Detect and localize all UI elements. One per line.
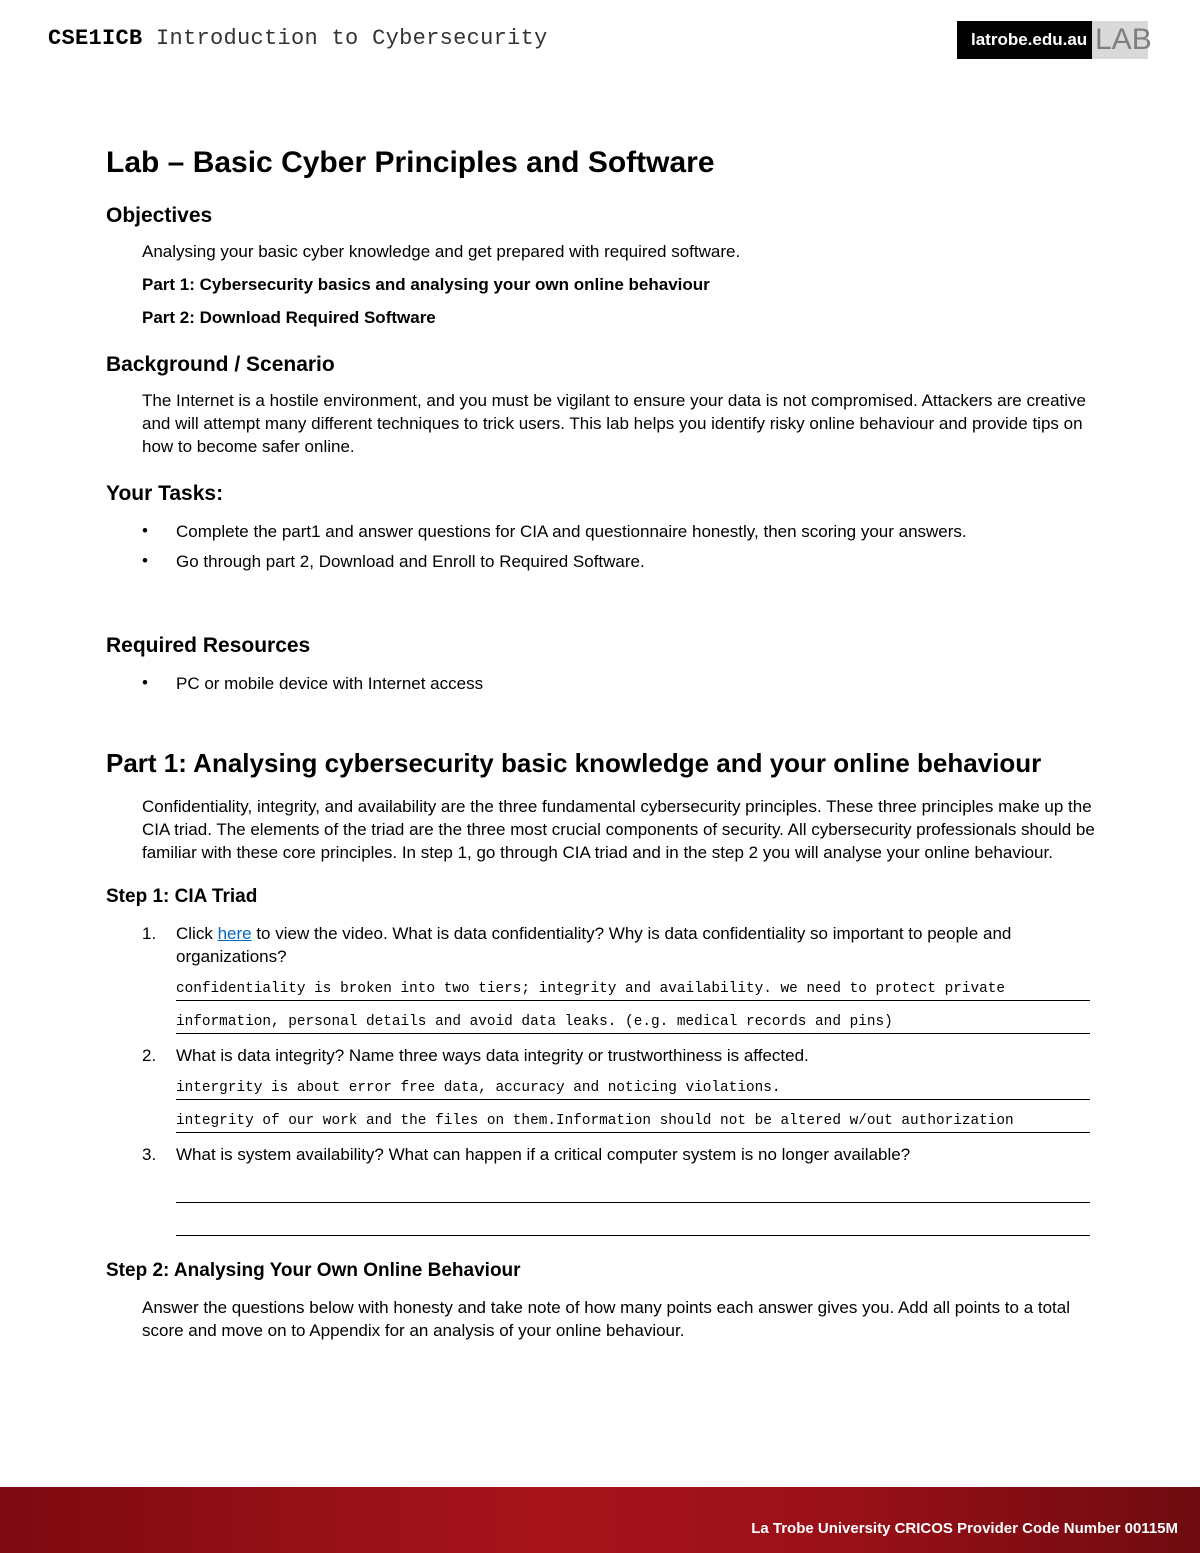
part1-intro: Confidentiality, integrity, and availability are the three fundamental cybersecurity principles. These three principles make up the CIA triad. The elements of the triad are the three most crucial components of security. All cybersecurity professionals should be familiar with these core principles. In step 1, go through CIA triad and in the step 2 you will analyse your online behaviour. — [142, 797, 1095, 862]
resources-heading: Required Resources — [106, 634, 311, 657]
list-item: • Complete the part1 and answer questions for CIA and questionnaire honestly, then scoring your answers. — [142, 522, 1096, 542]
objectives-section — [142, 240, 1096, 329]
background-text: The Internet is a hostile environment, and you must be vigilant to ensure your data is not compromised. Attackers are creative and will attempt many different techniques to trick users. This lab helps you identify risky online behaviour and provide tips on how to become safer online. — [142, 391, 1086, 456]
cia-questions — [142, 922, 1096, 1236]
brand-url: latrobe.edu.au — [957, 21, 1092, 59]
question-number: 1. — [142, 924, 157, 943]
objective-part1: Part 1: Cybersecurity basics and analysing your own online behaviour — [142, 275, 710, 294]
course-title: Introduction to Cybersecurity — [156, 26, 548, 51]
answer-field[interactable]: integrity of our work and the files on them.Information should not be altered w/out authorization — [176, 1110, 1090, 1133]
step2-text: Answer the questions below with honesty and take note of how many points each answer gives you. Add all points to a total score and move on to Appendix for an analysis of your online behaviour. — [142, 1298, 1071, 1340]
objective-part2: Part 2: Download Required Software — [142, 308, 436, 327]
question-text: to view the video. What is data confidentiality? Why is data confidentiality so important to people and organizations? — [176, 924, 1012, 966]
question-text: Click — [176, 924, 218, 943]
part1-heading: Part 1: Analysing cybersecurity basic knowledge and your online behaviour — [106, 748, 1042, 778]
question-text: What is system availability? What can happen if a critical computer system is no longer available? — [176, 1145, 911, 1164]
answer-field[interactable]: information, personal details and avoid data leaks. (e.g. medical records and pins) — [176, 1011, 1090, 1034]
course-code: CSE1ICB — [48, 26, 143, 51]
question-number: 3. — [142, 1145, 157, 1164]
page-title: Lab – Basic Cyber Principles and Software — [106, 146, 715, 179]
brand-logo — [957, 21, 1152, 59]
brand-lab: LAB — [1092, 21, 1148, 59]
page-header — [48, 23, 1152, 64]
tasks-list — [142, 522, 1096, 572]
answer-field[interactable]: intergrity is about error free data, accuracy and noticing violations. — [176, 1077, 1090, 1100]
answer-field[interactable] — [176, 1213, 1090, 1236]
question-number: 2. — [142, 1046, 157, 1065]
question-text: What is data integrity? Name three ways data integrity or trustworthiness is affected. — [176, 1046, 809, 1065]
document-body — [106, 146, 1096, 1342]
page-footer — [0, 1487, 1200, 1553]
question-1 — [142, 922, 1096, 1034]
question-3 — [142, 1143, 1096, 1236]
answer-field[interactable] — [176, 1180, 1090, 1203]
video-link[interactable]: here — [217, 924, 252, 943]
objectives-heading: Objectives — [106, 204, 213, 227]
answer-field[interactable]: confidentiality is broken into two tiers; integrity and availability. we need to protect private — [176, 978, 1090, 1001]
course-heading — [48, 26, 548, 51]
step2-heading: Step 2: Analysing Your Own Online Behaviour — [106, 1260, 521, 1281]
list-item: • PC or mobile device with Internet access — [142, 674, 1096, 694]
tasks-heading: Your Tasks: — [106, 482, 224, 505]
footer-text: La Trobe University CRICOS Provider Code Number 00115M — [751, 1520, 1178, 1537]
resources-list — [142, 674, 1096, 694]
question-2 — [142, 1044, 1096, 1133]
background-heading: Background / Scenario — [106, 353, 335, 376]
list-item: • Go through part 2, Download and Enroll to Required Software. — [142, 552, 1096, 572]
objectives-text: Analysing your basic cyber knowledge and get prepared with required software. — [142, 242, 741, 261]
step1-heading: Step 1: CIA Triad — [106, 886, 258, 907]
